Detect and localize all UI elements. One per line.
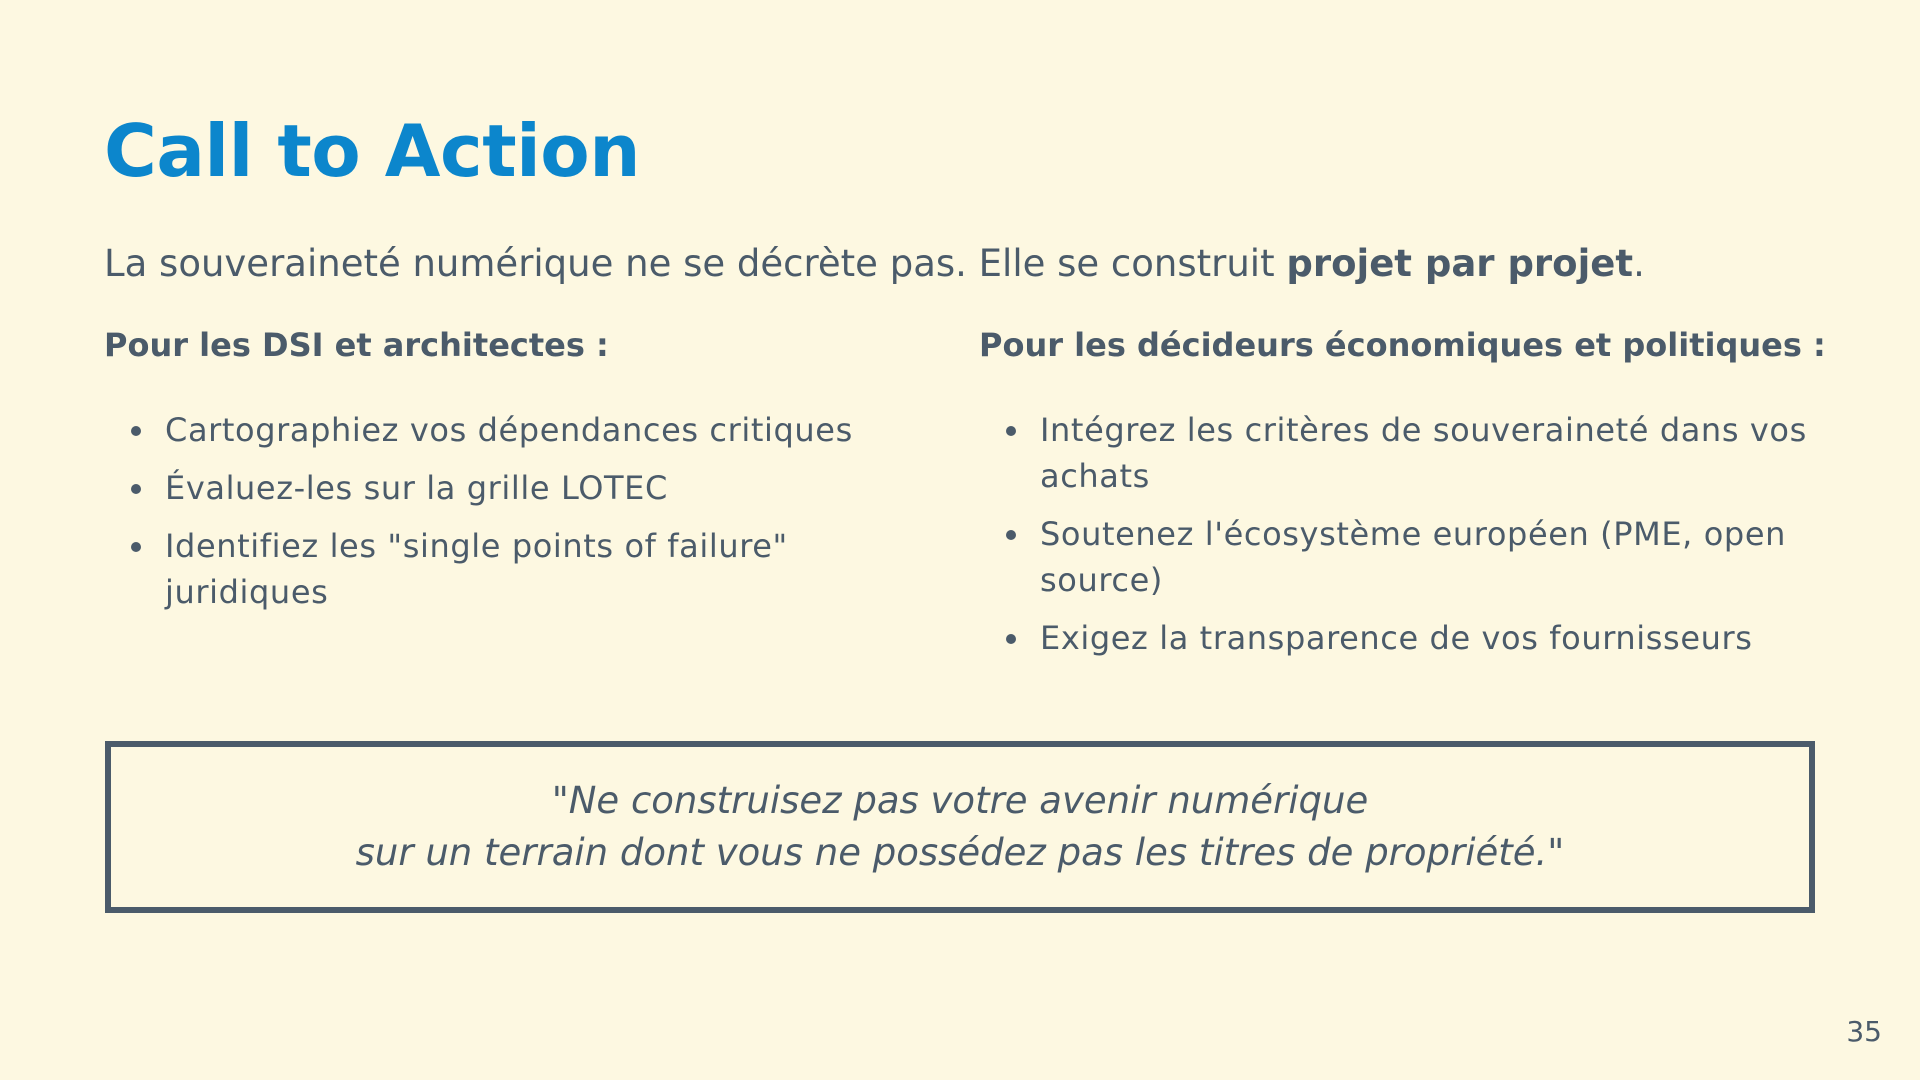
column-heading-decideurs: Pour les décideurs économiques et politiques : [979,326,1826,364]
quote-line-2: sur un terrain dont vous ne possédez pas les titres de propriété." [355,831,1565,874]
intro-text: La souveraineté numérique ne se décrète pas. Elle se construit [104,242,1287,285]
list-item: Cartographiez vos dépendances critiques [165,407,924,453]
list-item: Soutenez l'écosystème européen (PME, open source) [1040,511,1819,603]
column-heading-dsi: Pour les DSI et architectes : [104,326,609,364]
column-decideurs [979,325,1826,673]
list-item: Intégrez les critères de souveraineté dans vos achats [1040,407,1819,499]
list-item: Exigez la transparence de vos fournisseurs [1040,615,1819,661]
intro-emphasis: projet par projet [1286,242,1634,285]
bullet-list-dsi [104,407,924,615]
slide-title: Call to Action [104,109,641,193]
quote-text [356,775,1565,879]
intro-suffix: . [1633,242,1645,285]
quote-box [105,741,1815,913]
list-item: Évaluez-les sur la grille LOTEC [165,465,924,511]
bullet-list-decideurs [979,407,1819,661]
page-number: 35 [1846,1015,1882,1048]
quote-line-1: "Ne construisez pas votre avenir numérique [551,779,1369,822]
intro-paragraph [104,240,1645,288]
column-dsi [104,325,924,627]
list-item: Identifiez les "single points of failure" juridiques [165,523,924,615]
